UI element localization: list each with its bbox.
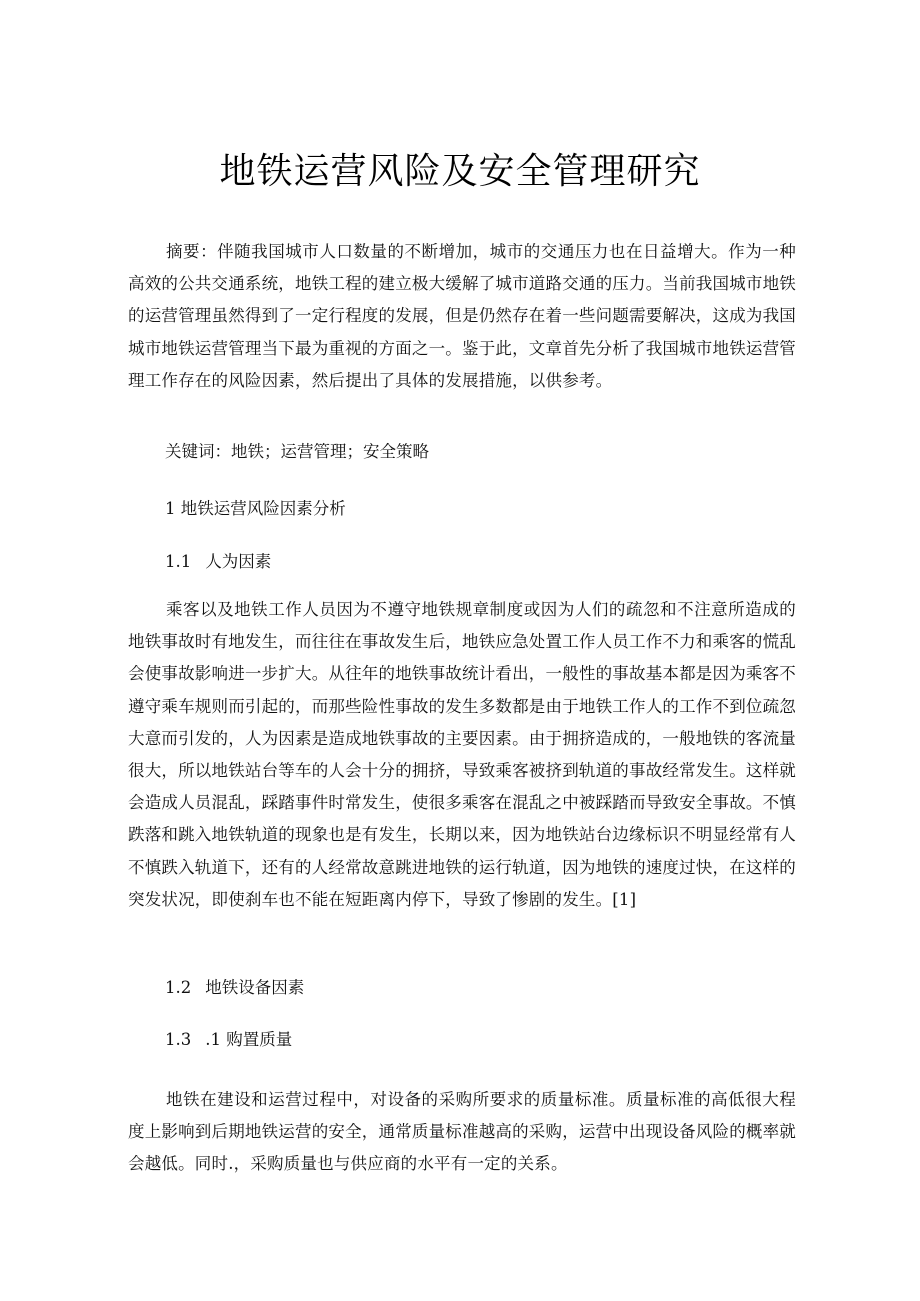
section-1-heading: 1 地铁运营风险因素分析 xyxy=(165,499,346,518)
section-number: 1.1 xyxy=(165,552,192,571)
section-1-2-heading xyxy=(165,972,304,1004)
section-number: 1.2 xyxy=(165,978,192,997)
section-heading-text: 地铁设备因素 xyxy=(205,978,305,997)
keywords-line: 关键词：地铁；运营管理；安全策略 xyxy=(165,442,429,461)
section-heading-text: 人为因素 xyxy=(205,552,272,571)
section-1-1-heading xyxy=(165,546,271,578)
section-1-3-heading xyxy=(165,1024,292,1056)
section-1-1-body: 乘客以及地铁工作人员因为不遵守地铁规章制度或因为人们的疏忽和不注意所造成的地铁事故时有地发生，而往往在事故发生后，地铁应急处置工作人员工作不力和乘客的慌乱会使事故影响进一步扩大。从往年的地铁事故统计看出，一般性的事故基本都是因为乘客不遵守乘车规则而引起的，而那些险性事故的发生多数都是由于地铁工作人的工作不到位疏忽大意而引发的，人为因素是造成地铁事故的主要因素。由于拥挤造成的，一般地铁的客流量很大，所以地铁站台等车的人会十分的拥挤，导致乘客被挤到轨道的事故经常发生。这样就会造成人员混乱，踩踏事件时常发生，使很多乘客在混乱之中被踩踏而导致安全事故。不慎跌落和跳入地铁轨道的现象也是有发生，长期以来，因为地铁站台边缘标识不明显经常有人不慎跌入轨道下，还有的人经常故意跳进地铁的运行轨道，因为地铁的速度过快，在这样的突发状况，即使刹车也不能在短距离内停下，导致了惨剧的发生。[1] xyxy=(128,600,796,909)
section-heading-text: .1 购置质量 xyxy=(205,1030,293,1049)
abstract-paragraph: 摘要：伴随我国城市人口数量的不断增加，城市的交通压力也在日益增大。作为一种高效的公共交通系统，地铁工程的建立极大缓解了城市道路交通的压力。当前我国城市地铁的运营管理虽然得到了一定行程度的发展，但是仍然存在着一些问题需要解决，这成为我国城市地铁运营管理当下最为重视的方面之一。鉴于此，文章首先分析了我国城市地铁运营管理工作存在的风险因素，然后提出了具体的发展措施，以供参考。 xyxy=(128,242,796,390)
document-title: 地铁运营风险及安全管理研究 xyxy=(219,151,701,192)
section-number: 1.3 xyxy=(165,1030,192,1049)
section-1-3-body: 地铁在建设和运营过程中，对设备的采购所要求的质量标准。质量标准的高低很大程度上影响到后期地铁运营的安全，通常质量标准越高的采购，运营中出现设备风险的概率就会越低。同时.，采购质量也与供应商的水平有一定的关系。 xyxy=(128,1090,796,1174)
